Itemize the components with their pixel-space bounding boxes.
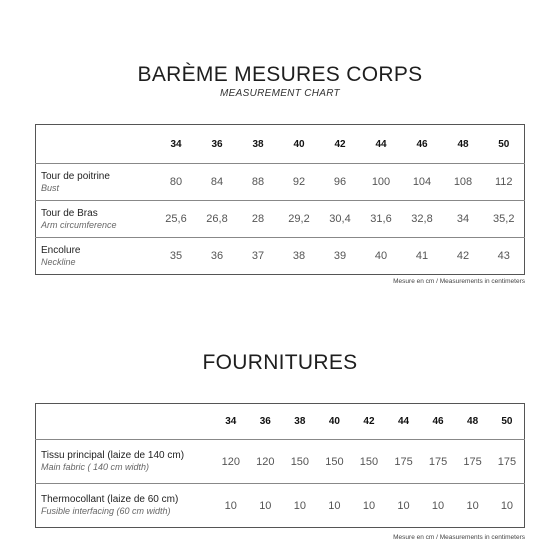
size-header: 38: [294, 416, 306, 427]
value-cell: 10: [317, 484, 352, 528]
value-cell: 10: [386, 484, 421, 528]
size-header: 40: [293, 138, 305, 150]
value-cell: 32,8: [402, 201, 443, 238]
value-cell: 150: [352, 440, 387, 484]
size-header: 34: [170, 138, 182, 150]
row-sublabel: Main fabric ( 140 cm width): [41, 462, 150, 472]
row-sublabel: Bust: [41, 182, 60, 193]
value-cell: 34: [443, 201, 484, 238]
value-cell: 150: [283, 440, 318, 484]
size-header: 50: [498, 138, 510, 150]
table-row-neckline: [36, 238, 525, 275]
value-cell: 10: [352, 484, 387, 528]
value-cell: 10: [248, 484, 283, 528]
value-cell: 175: [490, 440, 525, 484]
size-header: 42: [334, 138, 346, 150]
value-cell: 26,8: [197, 201, 238, 238]
header-empty-cell: [36, 125, 156, 164]
value-cell: 80: [156, 164, 197, 201]
row-sublabel: Arm circumference: [41, 219, 117, 230]
size-header: 44: [397, 416, 410, 427]
value-cell: 108: [443, 164, 484, 201]
value-cell: 120: [248, 440, 283, 484]
size-header: 40: [328, 416, 340, 427]
size-header: 36: [259, 416, 271, 427]
row-label: Thermocollant (laize de 60 cm): [41, 494, 179, 505]
size-header: 42: [363, 416, 375, 427]
measurement-chart-title: BARÈME MESURES CORPS: [137, 63, 423, 86]
row-label: Tour de poitrine: [41, 170, 110, 182]
header-empty-cell: [36, 404, 214, 440]
value-cell: 175: [455, 440, 490, 484]
value-cell: 10: [421, 484, 456, 528]
measurement-unit-note: Mesure en cm / Measurements in centimeters: [393, 278, 525, 285]
size-header-row: [36, 404, 525, 440]
size-header: 48: [457, 138, 469, 150]
value-cell: 92: [279, 164, 320, 201]
value-cell: 175: [386, 440, 421, 484]
table-row-bust: [36, 164, 525, 201]
table-row-interfacing: [36, 484, 525, 528]
row-sublabel: Fusible interfacing (60 cm width): [41, 506, 171, 516]
measurement-chart-subtitle: MEASUREMENT CHART: [220, 88, 340, 99]
value-cell: 10: [490, 484, 525, 528]
value-cell: 120: [214, 440, 249, 484]
value-cell: 35,2: [484, 201, 525, 238]
row-label-cell: [36, 201, 156, 238]
value-cell: 84: [197, 164, 238, 201]
value-cell: 10: [214, 484, 249, 528]
value-cell: 112: [484, 164, 525, 201]
value-cell: 150: [317, 440, 352, 484]
size-header: 46: [416, 138, 428, 150]
value-cell: 96: [320, 164, 361, 201]
value-cell: 43: [484, 238, 525, 275]
size-header: 50: [501, 416, 513, 427]
table-row-main-fabric: [36, 440, 525, 484]
row-label: Tour de Bras: [41, 207, 98, 219]
supplies-unit-note: Mesure en cm / Measurements in centimeters: [393, 534, 525, 541]
value-cell: 37: [238, 238, 279, 275]
measurement-table: [35, 124, 525, 275]
row-label-cell: [36, 238, 156, 275]
value-cell: 104: [402, 164, 443, 201]
value-cell: 42: [443, 238, 484, 275]
value-cell: 36: [197, 238, 238, 275]
size-header: 34: [225, 416, 237, 427]
value-cell: 30,4: [320, 201, 361, 238]
value-cell: 35: [156, 238, 197, 275]
row-label: Tissu principal (laize de 140 cm): [41, 450, 185, 461]
table-row-arm: [36, 201, 525, 238]
size-header: 36: [211, 138, 223, 150]
row-label-cell: [36, 440, 214, 484]
size-header: 48: [467, 416, 479, 427]
value-cell: 175: [421, 440, 456, 484]
supplies-table: [35, 403, 525, 528]
size-header: 44: [375, 138, 387, 150]
value-cell: 41: [402, 238, 443, 275]
row-label-cell: [36, 484, 214, 528]
value-cell: 10: [455, 484, 490, 528]
row-label-cell: [36, 164, 156, 201]
value-cell: 10: [283, 484, 318, 528]
value-cell: 38: [279, 238, 320, 275]
value-cell: 100: [361, 164, 402, 201]
size-header: 38: [252, 138, 264, 150]
value-cell: 88: [238, 164, 279, 201]
value-cell: 31,6: [361, 201, 402, 238]
value-cell: 25,6: [156, 201, 197, 238]
size-header: 46: [432, 416, 444, 427]
row-sublabel: Neckline: [41, 256, 76, 267]
value-cell: 39: [320, 238, 361, 275]
value-cell: 40: [361, 238, 402, 275]
value-cell: 28: [238, 201, 279, 238]
supplies-title: FOURNITURES: [202, 351, 358, 374]
row-label: Encolure: [41, 244, 81, 256]
value-cell: 29,2: [279, 201, 320, 238]
size-header-row: [36, 125, 525, 164]
